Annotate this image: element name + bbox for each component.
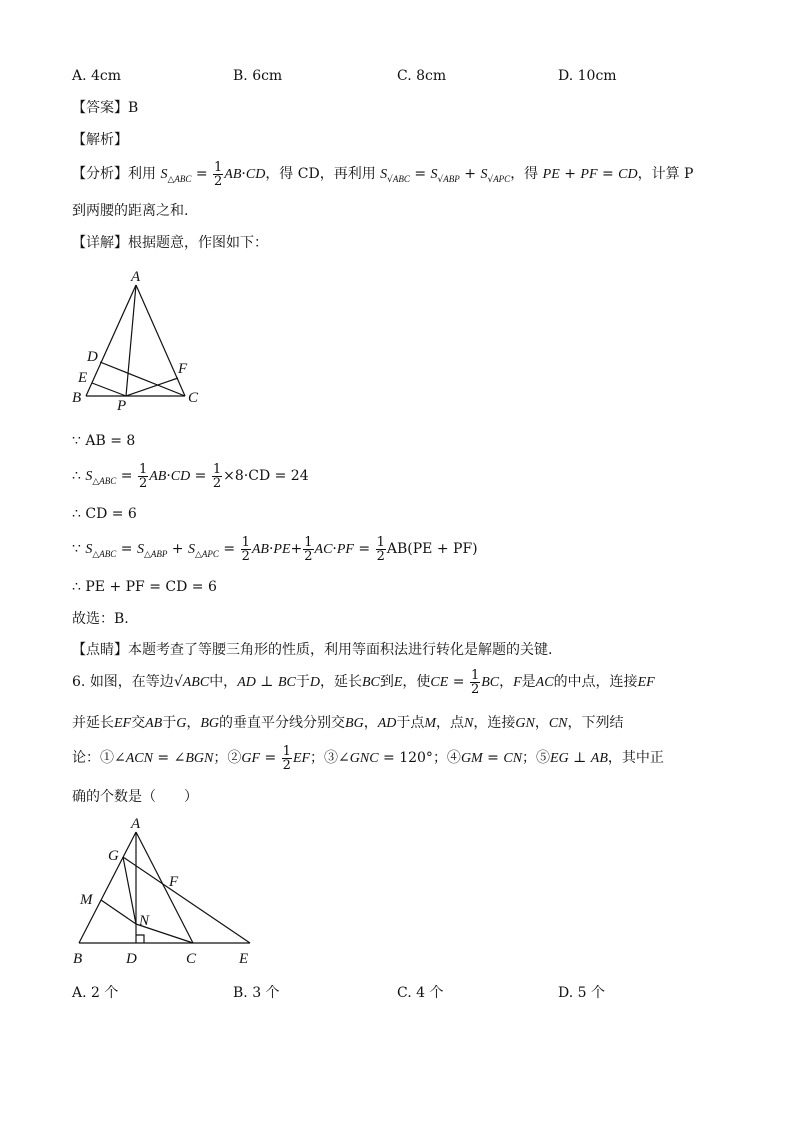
detail-line — [72, 233, 268, 253]
label-c: C — [186, 951, 197, 967]
isosceles-triangle-figure — [60, 265, 220, 415]
step-2-tail: ×8·CD = 24 — [223, 468, 309, 484]
label-b: B — [73, 951, 83, 967]
fenxi-text-1: 利用 — [128, 166, 156, 182]
q6-line-4: 确的个数是（ ） — [72, 789, 198, 805]
fenxi-text-2: ，得 CD，再利用 — [265, 166, 376, 182]
label-c: C — [188, 390, 199, 406]
detail-label: 【详解】 — [72, 235, 128, 251]
side-ab — [86, 285, 136, 396]
step-2: ∴ $S_{\triangle ABC}$ = $\frac{1}{2}$ AB·CD = $\frac{1}{2}$ ×8·CD = 24 — [72, 461, 309, 491]
q5-option-c: C. 8cm — [397, 68, 447, 84]
label-f: F — [169, 874, 179, 890]
step-3: ∴ CD = 6 — [72, 506, 137, 522]
q6-line-2: 并延长EF交AB于G，BG的垂直平分线分别交BG，AD于点M，点N，连接GN，CN，下列结 — [72, 715, 624, 731]
answer-line — [72, 98, 138, 118]
label-d: D — [126, 951, 137, 967]
comment-line — [72, 640, 552, 660]
step-4-prefix: ∵ — [72, 541, 81, 557]
q6-option-c: C. 4 个 — [397, 985, 444, 1001]
fenxi-label: 【分析】 — [72, 166, 128, 182]
label-a: A — [131, 816, 141, 832]
q6-line-1: 6. 如图，在等边√ABC中，AD ⊥ BC于D，延长BC到E，使CE = $\frac{1}{2}$ BC，F是AC的中点，连接EF — [72, 667, 655, 697]
equilateral-triangle-figure — [60, 810, 270, 975]
step-2-prefix: ∴ — [72, 468, 81, 484]
line-gn — [123, 857, 136, 924]
detail-text: 根据题意，作图如下： — [128, 235, 268, 251]
fenxi-line: 【分析】利用 $S_{\triangle ABC}$ = $\frac{1}{2}$ AB·CD，得 CD，再利用 $S_{√ABC} = S_{√ABP} + S_{√APC}$，得 PE + PF = CD，计算 P — [72, 159, 694, 189]
label-e: E — [239, 951, 249, 967]
comment-label: 【点睛】 — [72, 642, 128, 658]
line-mn — [101, 900, 136, 924]
step-4: ∵ $S_{\triangle ABC} = S_{\triangle ABP} + S_{\triangle APC}$ = $\frac{1}{2}$ AB·PE+ $\frac{1}{2}$ AC·PF = $\frac{1}{2}$ AB(PE + PF) — [72, 534, 478, 564]
q5-option-d: D. 10cm — [558, 68, 617, 84]
label-e: E — [78, 370, 88, 386]
q6-number: 6. — [72, 674, 86, 690]
label-b: B — [72, 390, 82, 406]
fenxi-line-2: 到两腰的距离之和. — [72, 203, 189, 219]
fenxi-text-4: ，计算 P — [637, 166, 694, 182]
label-g: G — [108, 848, 119, 864]
analysis-label: 【解析】 — [72, 132, 128, 148]
q5-option-b: B. 6cm — [233, 68, 283, 84]
segment-pf — [126, 378, 178, 396]
comment-text: 本题考查了等腰三角形的性质，利用等面积法进行转化是解题的关键. — [128, 642, 553, 658]
label-m: M — [80, 892, 93, 908]
label-d: D — [87, 349, 98, 365]
q6-option-b: B. 3 个 — [233, 985, 280, 1001]
step-5: ∴ PE + PF = CD = 6 — [72, 579, 217, 595]
choose-line: 故选：B. — [72, 611, 129, 627]
q6-option-d: D. 5 个 — [558, 985, 605, 1001]
q5-option-a: A. 4cm — [72, 68, 122, 84]
label-p: P — [117, 398, 127, 414]
fraction-half: $\frac{1}{2}$ — [214, 159, 223, 189]
label-n: N — [139, 913, 150, 929]
answer-value: B — [128, 100, 139, 116]
step-4-tail: AB(PE + PF) — [386, 541, 478, 557]
q6-line-3: 论：①∠ACN = ∠BGN；②GF = $\frac{1}{2}$ EF；③∠GNC = 120°；④GM = CN；⑤EG ⊥ AB，其中正 — [72, 743, 664, 773]
q6-option-a: A. 2 个 — [72, 985, 119, 1001]
segment-pe — [92, 383, 126, 396]
answer-label: 【答案】 — [72, 100, 128, 116]
step-1: ∵ AB = 8 — [72, 433, 136, 449]
label-a: A — [131, 269, 141, 285]
fenxi-text-3: ，得 — [510, 166, 539, 182]
label-f: F — [178, 361, 188, 377]
right-angle-mark — [136, 935, 144, 943]
segment-ap — [126, 285, 136, 396]
